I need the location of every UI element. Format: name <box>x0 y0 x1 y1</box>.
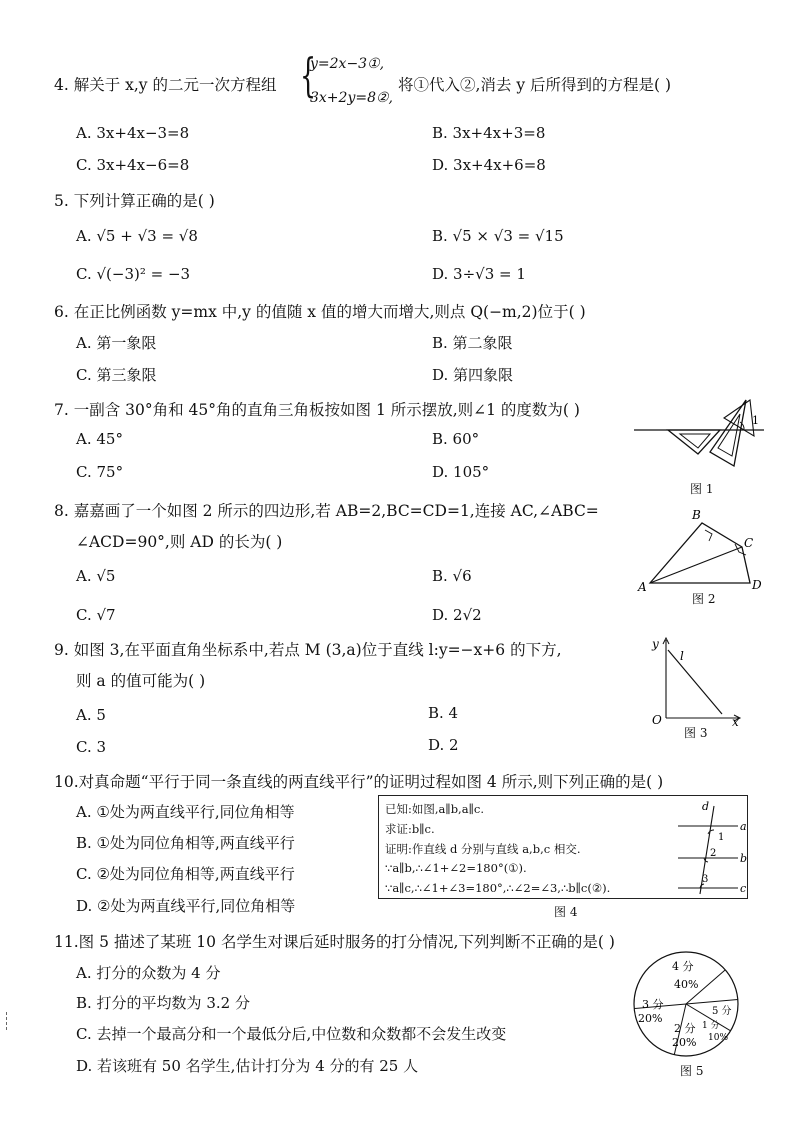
q9-option-d[interactable]: D. 2 <box>428 736 459 754</box>
q6-option-b[interactable]: B. 第二象限 <box>432 334 513 352</box>
figure-1-caption: 图 1 <box>690 482 714 496</box>
figure-3-label-x: x <box>732 715 739 726</box>
q6-option-c[interactable]: C. 第三象限 <box>76 366 157 384</box>
figure-4-caption: 图 4 <box>554 905 578 919</box>
q5-option-c[interactable]: C. √(−3)² = −3 <box>76 265 191 283</box>
q5-option-a[interactable]: A. √5 + √3 = √8 <box>76 227 198 245</box>
q10-option-d[interactable]: D. ②处为两直线平行,同位角相等 <box>76 897 296 915</box>
figure-2-label-c: C <box>744 536 754 550</box>
pie-label-2: 2 分 <box>674 1022 696 1035</box>
pie-label-4: 4 分 <box>672 960 694 973</box>
q5-option-b[interactable]: B. √5 × √3 = √15 <box>432 227 564 245</box>
figure-3-label-l: l <box>680 649 684 663</box>
q8-stem-line2: ∠ACD=90°,则 AD 的长为( ) <box>76 533 283 551</box>
figure-3-caption: 图 3 <box>684 726 708 740</box>
q9-stem-line1: 9. 如图 3,在平面直角坐标系中,若点 M (3,a)位于直线 l:y=−x+6 的下方, <box>54 641 562 659</box>
q4-stem-b: 将①代入②,消去 y 后所得到的方程是( ) <box>398 76 672 94</box>
q9-option-c[interactable]: C. 3 <box>76 738 107 756</box>
figure-5-caption: 图 5 <box>680 1064 704 1078</box>
pie-pct-2: 20% <box>672 1036 697 1049</box>
q4-eq2: 3x+2y=8②, <box>310 90 393 106</box>
pie-pct-4: 40% <box>674 978 699 991</box>
q5-option-d[interactable]: D. 3÷√3 = 1 <box>432 265 526 283</box>
proof-line-given: 已知:如图,a∥b,a∥c. <box>385 802 484 816</box>
q4-stem-a: 4. 解关于 x,y 的二元一次方程组 <box>54 76 277 94</box>
q7-option-c[interactable]: C. 75° <box>76 463 124 481</box>
q5-stem: 5. 下列计算正确的是( ) <box>54 192 215 210</box>
pie-pct-3: 20% <box>638 1012 663 1025</box>
figure-5-pie-chart <box>628 950 744 1058</box>
figure-3-label-y: y <box>652 637 659 651</box>
pie-divider-2 <box>686 999 738 1004</box>
q9-stem-line2: 则 a 的值可能为( ) <box>76 672 206 690</box>
figure-4-label-a: a <box>740 820 747 833</box>
q11-stem: 11.图 5 描述了某班 10 名学生对课后延时服务的打分情况,下列判断不正确的是( ) <box>54 933 615 951</box>
figure-2-quadrilateral <box>632 505 768 595</box>
pie-label-5: 5 分 <box>712 1006 732 1017</box>
figure-2-label-a: A <box>638 580 647 594</box>
figure-2-caption: 图 2 <box>692 592 716 606</box>
figure-4-angle-1: 1 <box>718 832 725 843</box>
q6-option-a[interactable]: A. 第一象限 <box>76 334 157 352</box>
q7-option-b[interactable]: B. 60° <box>432 430 480 448</box>
pie-label-1: 1 分 <box>702 1021 720 1031</box>
figure-2-label-b: B <box>692 508 701 522</box>
q7-option-a[interactable]: A. 45° <box>76 430 123 448</box>
q10-option-c[interactable]: C. ②处为同位角相等,两直线平行 <box>76 865 295 883</box>
q8-stem-line1: 8. 嘉嘉画了一个如图 2 所示的四边形,若 AB=2,BC=CD=1,连接 AC,∠ABC= <box>54 502 599 520</box>
q10-option-a[interactable]: A. ①处为两直线平行,同位角相等 <box>76 803 295 821</box>
q11-option-b[interactable]: B. 打分的平均数为 3.2 分 <box>76 994 250 1012</box>
figure-4-label-b: b <box>740 852 748 865</box>
q4-eq1: y=2x−3①, <box>310 56 385 72</box>
q11-option-a[interactable]: A. 打分的众数为 4 分 <box>76 964 221 982</box>
figure-4-parallel-lines <box>672 800 748 896</box>
proof-line-prove: 求证:b∥c. <box>385 822 435 836</box>
q8-option-a[interactable]: A. √5 <box>76 567 116 585</box>
q6-stem: 6. 在正比例函数 y=mx 中,y 的值随 x 值的增大而增大,则点 Q(−m,2)位于( ) <box>54 303 586 321</box>
q6-option-d[interactable]: D. 第四象限 <box>432 366 514 384</box>
q9-option-b[interactable]: B. 4 <box>428 704 459 722</box>
figure-4-angle-3: 3 <box>702 874 709 885</box>
figure-4-angle-2: 2 <box>710 848 717 859</box>
q11-option-d[interactable]: D. 若该班有 50 名学生,估计打分为 4 分的有 25 人 <box>76 1057 419 1075</box>
q8-option-b[interactable]: B. √6 <box>432 567 472 585</box>
q4-brace: { <box>300 48 317 102</box>
q10-option-b[interactable]: B. ①处为同位角相等,两直线平行 <box>76 834 295 852</box>
proof-line-construct: 证明:作直线 d 分别与直线 a,b,c 相交. <box>385 842 581 856</box>
q11-option-c[interactable]: C. 去掉一个最高分和一个最低分后,中位数和众数都不会发生改变 <box>76 1025 507 1043</box>
figure-4-label-d: d <box>702 800 710 813</box>
binding-margin-mark <box>6 1012 11 1030</box>
figure-4-label-c: c <box>740 882 747 895</box>
q7-option-d[interactable]: D. 105° <box>432 463 490 481</box>
q10-stem: 10.对真命题“平行于同一条直线的两直线平行”的证明过程如图 4 所示,则下列正确的是( ) <box>54 773 664 791</box>
pie-pct-1: 10% <box>708 1033 729 1043</box>
figure-3-coordinate-plane <box>644 632 752 726</box>
q4-option-d[interactable]: D. 3x+4x+6=8 <box>432 156 546 174</box>
q9-option-a[interactable]: A. 5 <box>76 706 106 724</box>
pie-label-3: 3 分 <box>642 998 664 1011</box>
figure-1-angle-label: 1 <box>752 414 759 427</box>
q8-option-c[interactable]: C. √7 <box>76 606 116 624</box>
q7-stem: 7. 一副含 30°角和 45°角的直角三角板按如图 1 所示摆放,则∠1 的度数为( ) <box>54 401 580 419</box>
q4-option-b[interactable]: B. 3x+4x+3=8 <box>432 124 546 142</box>
proof-line-step1: ∵a∥b,∴∠1+∠2=180°(①). <box>385 861 527 875</box>
proof-line-step2: ∵a∥c,∴∠1+∠3=180°,∴∠2=∠3,∴b∥c(②). <box>385 881 611 895</box>
q8-option-d[interactable]: D. 2√2 <box>432 606 482 624</box>
q4-option-c[interactable]: C. 3x+4x−6=8 <box>76 156 190 174</box>
figure-3-label-o: O <box>652 713 662 726</box>
q4-option-a[interactable]: A. 3x+4x−3=8 <box>76 124 190 142</box>
figure-2-label-d: D <box>752 578 762 592</box>
